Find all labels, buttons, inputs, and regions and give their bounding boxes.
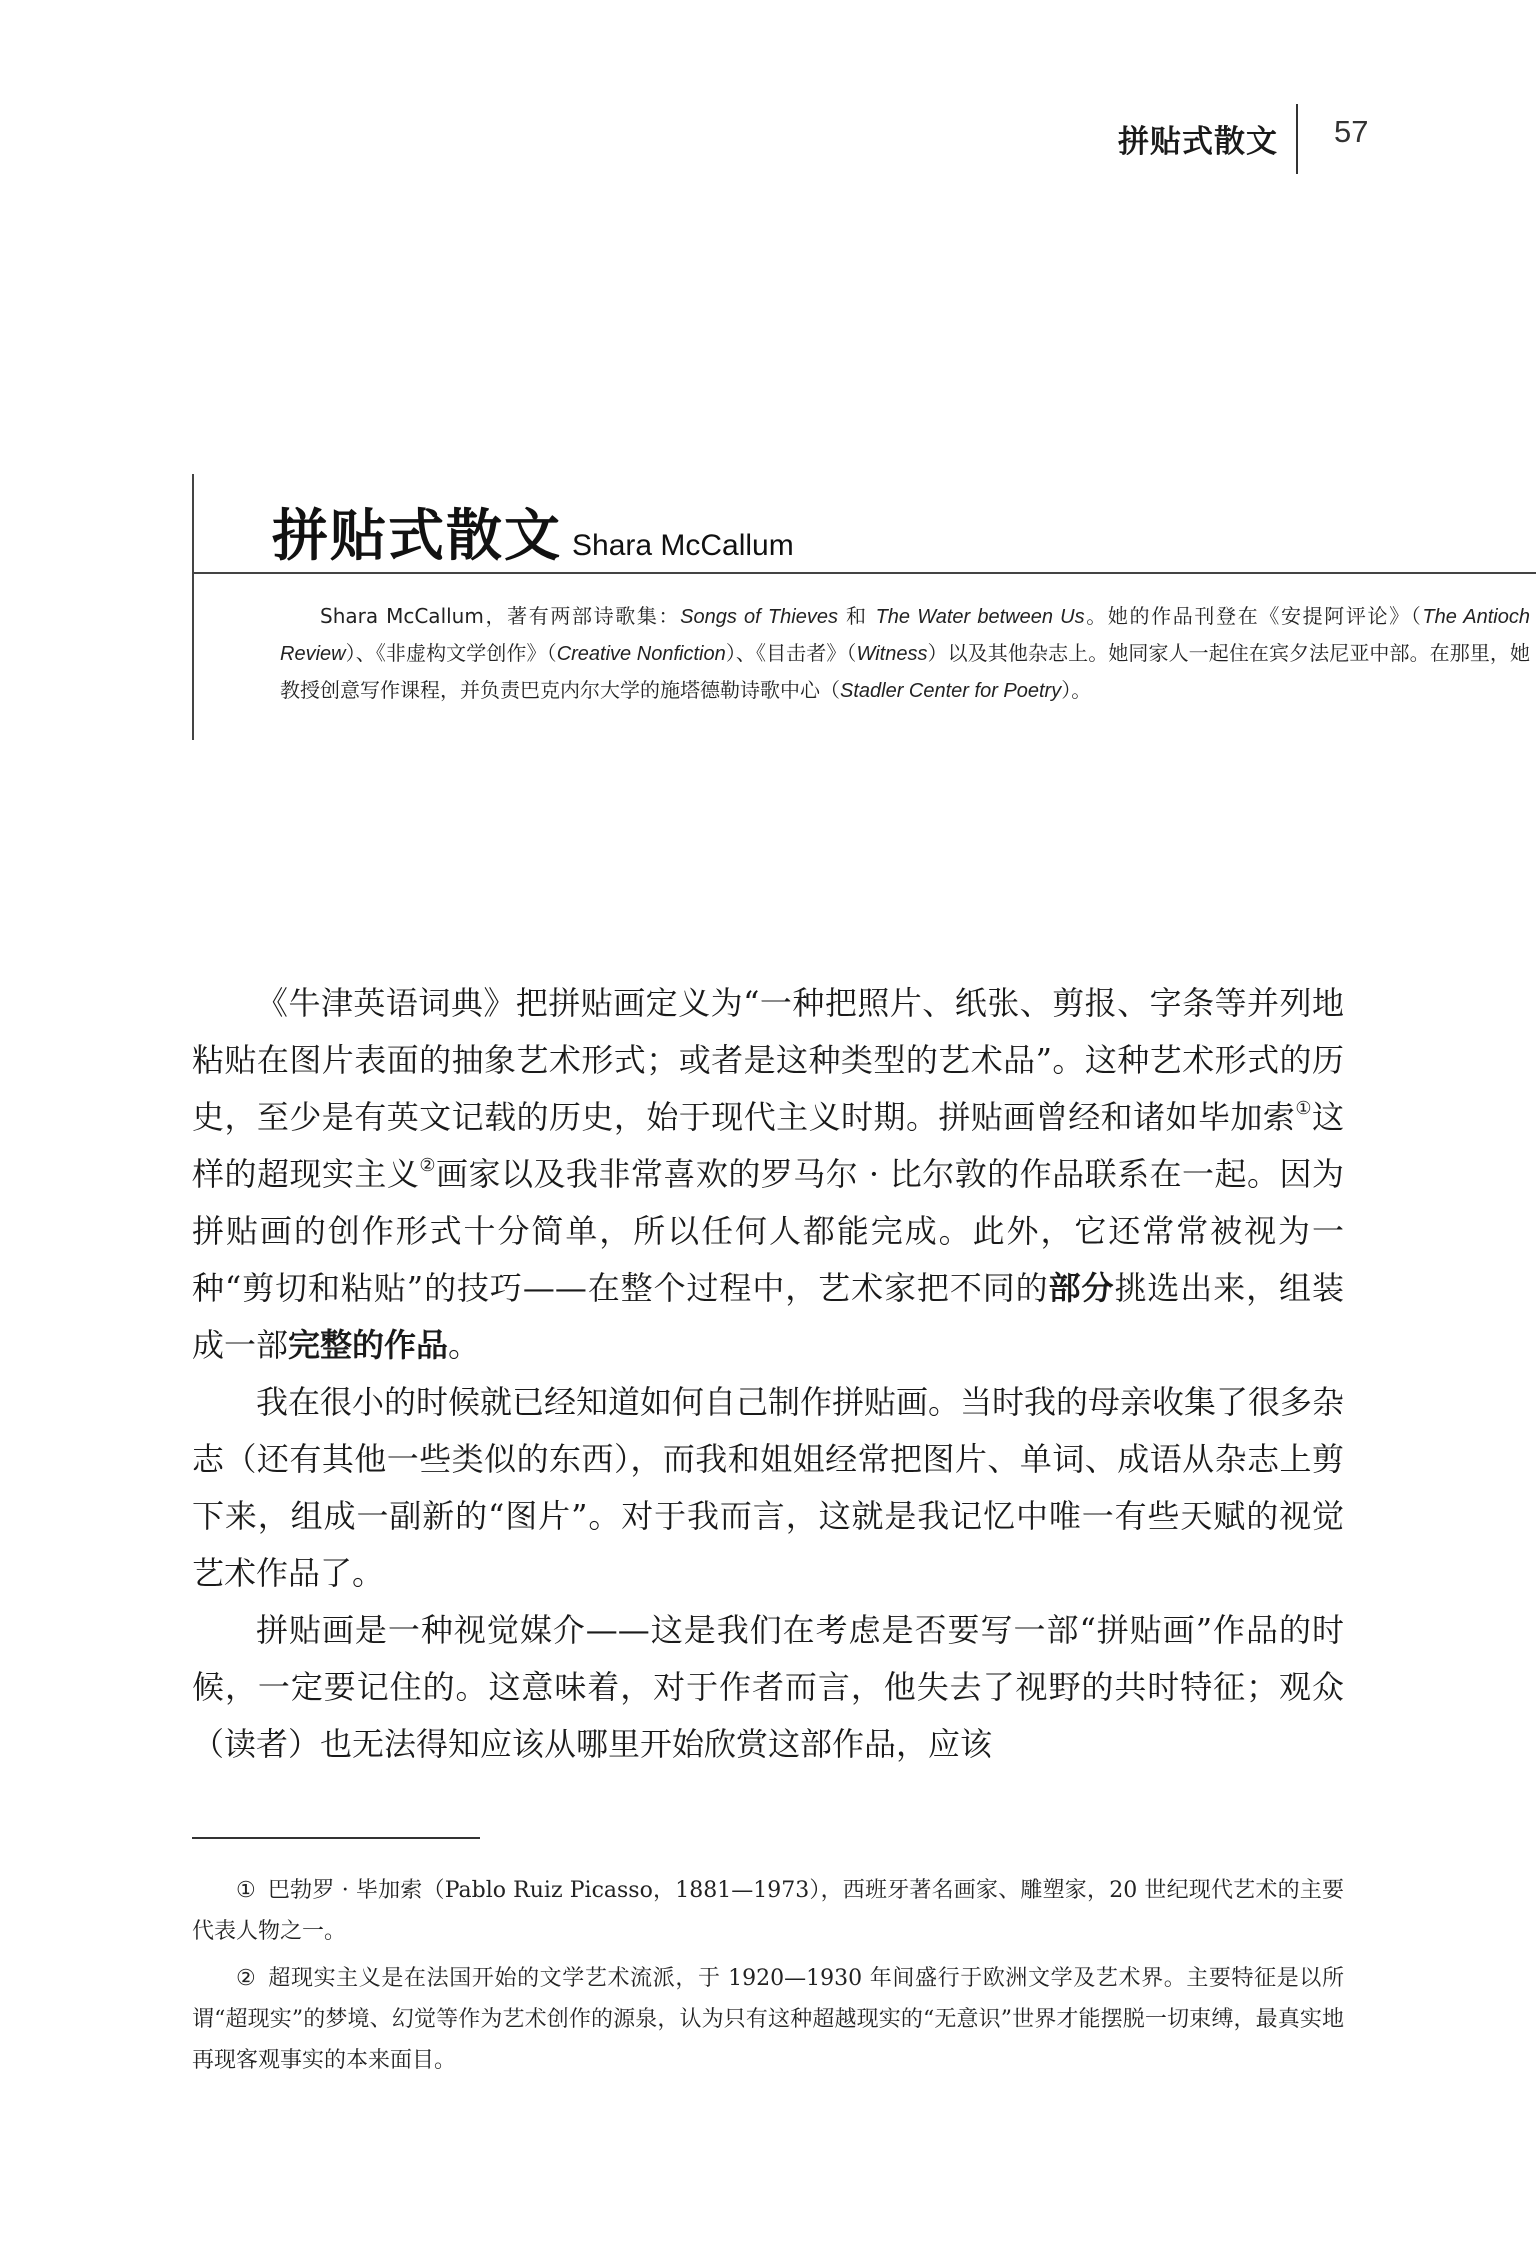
bio-text: Shara McCallum，著有两部诗歌集：: [320, 604, 681, 628]
footnote-text: 超现实主义是在法国开始的文学艺术流派，于 1920—1930 年间盛行于欧洲文学及艺术界。主要特征是以所谓“超现实”的梦境、幻觉等作为艺术创作的源泉，认为只有这种超越现实的“无意识”世界才能摆脱一切束缚，最真实地再现客观事实的本来面目。: [192, 1966, 1344, 2073]
page-number: 57: [1334, 114, 1369, 149]
bio-book-title: The Water between Us: [875, 606, 1085, 628]
bio-text: ）、《目击者》（: [725, 641, 857, 665]
running-head-divider: [1296, 104, 1298, 174]
body-paragraph-1: [192, 975, 1344, 1374]
footnote-2: [192, 1958, 1344, 2081]
bio-book-title: Songs of Thieves: [680, 606, 838, 628]
footnote-text: 巴勃罗 · 毕加索（Pablo Ruiz Picasso，1881—1973），西班牙著名画家、雕塑家，20 世纪现代艺术的主要代表人物之一。: [192, 1878, 1344, 1944]
article-author: Shara McCallum: [572, 529, 794, 562]
body-paragraph-2: 我在很小的时候就已经知道如何自己制作拼贴画。当时我的母亲收集了很多杂志（还有其他一些类似的东西），而我和姐姐经常把图片、单词、成语从杂志上剪下来，组成一副新的“图片”。对于我而言，这就是我记忆中唯一有些天赋的视觉艺术作品了。: [192, 1383, 1345, 1592]
emphasis-text: 完整的作品: [288, 1326, 449, 1364]
bio-text: ）以及其他杂志上。她同家人一起住在宾夕法尼亚中部。在那里，她教授创意写作课程，并负责巴克内尔大学的施塔德勒诗歌中心（: [280, 641, 1531, 702]
author-bio: [280, 598, 1530, 709]
bio-journal-title: The Antioch Review: [280, 606, 1530, 665]
running-head: [0, 104, 1536, 174]
paragraph-text: 画家以及我非常喜欢的罗马尔 · 比尔敦的作品联系在一起。因为拼贴画的创作形式十分简单，所以任何人都能完成。此外，它还常常被视为一种“剪切和粘贴”的技巧——在整个过程中，艺术家把不同的: [192, 1155, 1344, 1307]
article-title-block: [192, 474, 1536, 740]
bio-journal-title: Witness: [856, 643, 928, 665]
article-heading: [272, 492, 794, 572]
footnote-marker: ②: [236, 1966, 257, 1991]
footnotes: [192, 1870, 1344, 2087]
bio-center-name: Stadler Center for Poetry: [840, 680, 1062, 702]
bio-text: 和: [837, 604, 876, 628]
bio-text: ）。: [1061, 678, 1092, 702]
body-paragraph-3: 拼贴画是一种视觉媒介——这是我们在考虑是否要写一部“拼贴画”作品的时候，一定要记住的。这意味着，对于作者而言，他失去了视野的共时特征；观众（读者）也无法得知应该从哪里开始欣赏这部作品，应该: [192, 1611, 1344, 1763]
footnote-ref-2: ②: [419, 1155, 436, 1176]
running-head-title: 拼贴式散文: [1118, 124, 1278, 160]
article-body: [192, 975, 1344, 1773]
paragraph-text: 这样的超现实主义: [192, 1098, 1344, 1193]
footnote-1: [192, 1870, 1344, 1952]
paragraph-text: 《牛津英语词典》把拼贴画定义为“一种把照片、纸张、剪报、字条等并列地粘贴在图片表面的抽象艺术形式；或者是这种类型的艺术品”。这种艺术形式的历史，至少是有英文记载的历史，始于现代主义时期。拼贴画曾经和诸如毕加索: [192, 984, 1344, 1136]
title-vertical-rule: [192, 474, 194, 740]
article-title: 拼贴式散文: [272, 504, 562, 569]
bio-text: 。她的作品刊登在《安提阿评论》（: [1084, 604, 1423, 628]
paragraph-text: 。: [448, 1326, 481, 1364]
emphasis-text: 部分: [1048, 1269, 1115, 1307]
bio-text: ）、《非虚构文学创作》（: [345, 641, 557, 665]
paragraph-text: 挑选出来，组装成一部: [192, 1269, 1344, 1364]
title-horizontal-rule: [194, 572, 1536, 574]
footnote-marker: ①: [236, 1878, 256, 1903]
footnote-separator: [192, 1837, 480, 1839]
footnote-ref-1: ①: [1295, 1098, 1312, 1119]
bio-journal-title: Creative Nonfiction: [556, 643, 726, 665]
